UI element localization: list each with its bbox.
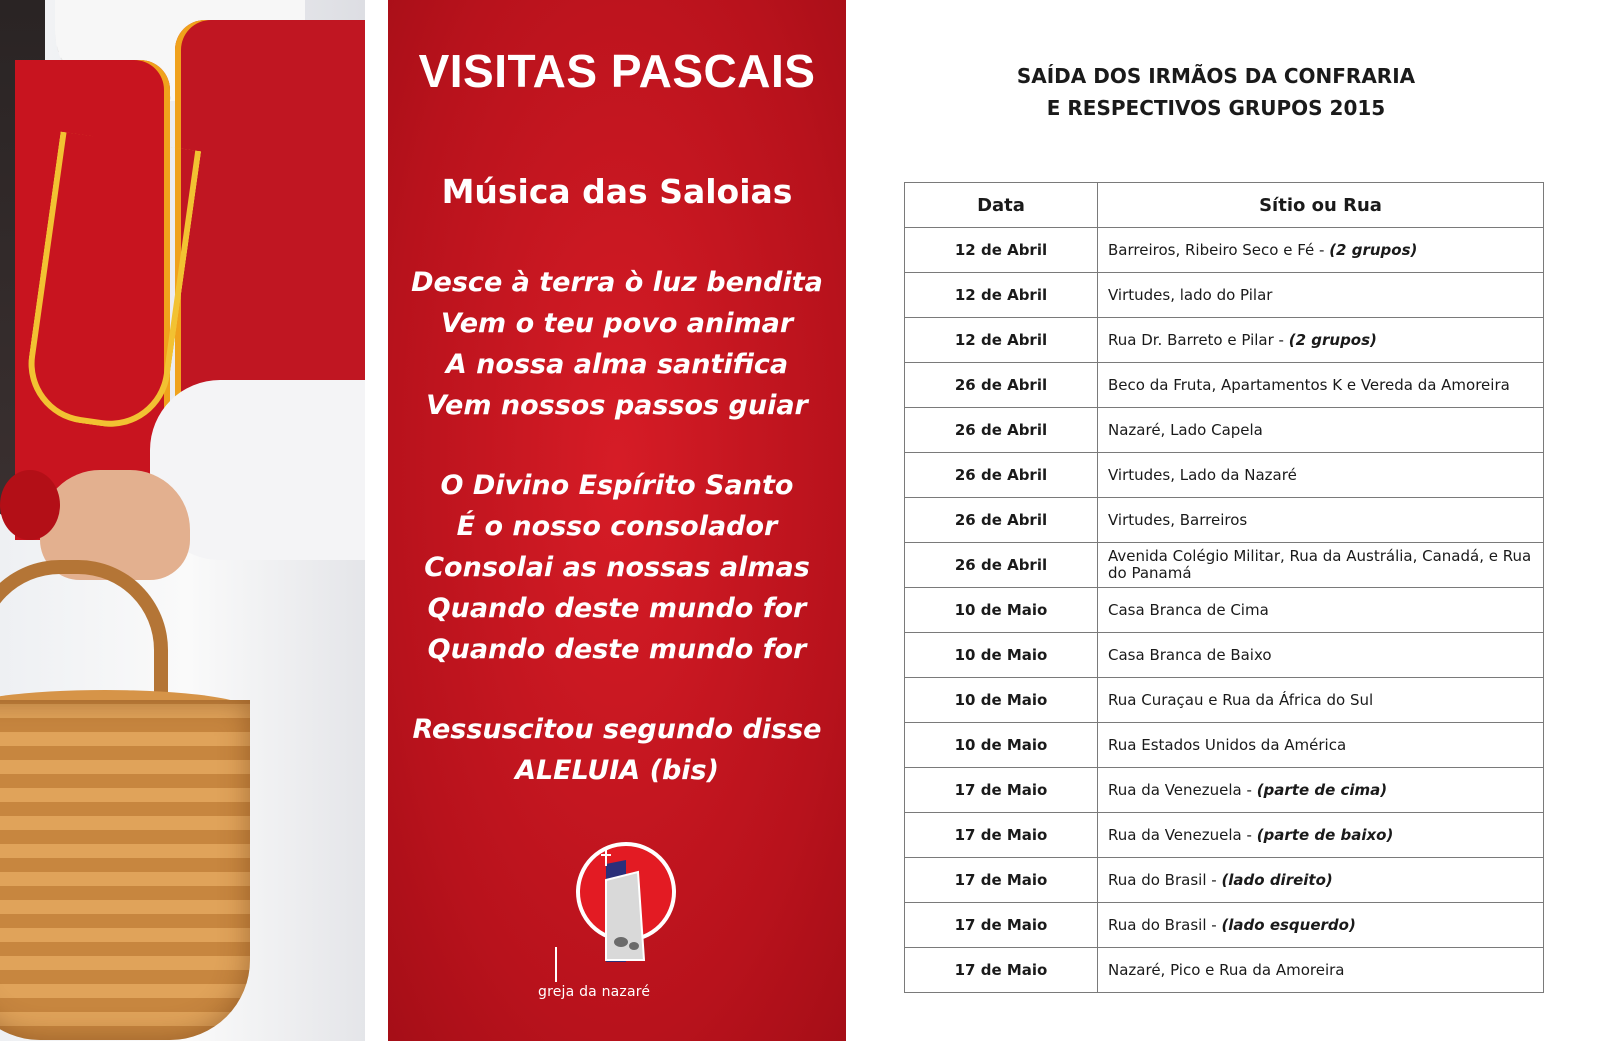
row-date: 17 de Maio	[905, 768, 1098, 813]
row-date: 10 de Maio	[905, 723, 1098, 768]
place-note: (parte de cima)	[1256, 780, 1388, 799]
table-row	[905, 588, 1544, 633]
row-date: 26 de Abril	[905, 453, 1098, 498]
row-date: 26 de Abril	[905, 498, 1098, 543]
place-text: Rua Estados Unidos da América	[1108, 735, 1347, 754]
place-text: Virtudes, lado do Pilar	[1108, 285, 1273, 304]
schedule-table	[904, 182, 1544, 993]
verse-line: A nossa alma santifica	[445, 349, 789, 380]
header-place: Sítio ou Rua	[1098, 183, 1544, 228]
verse-2	[388, 465, 846, 670]
schedule-heading-line-2: E RESPECTIVOS GRUPOS 2015	[1046, 96, 1386, 120]
row-date: 10 de Maio	[905, 678, 1098, 723]
row-date: 10 de Maio	[905, 633, 1098, 678]
place-note: (2 grupos)	[1288, 330, 1377, 349]
place-text: Rua Dr. Barreto e Pilar -	[1108, 330, 1289, 349]
verse-line: Quando deste mundo for	[427, 593, 807, 624]
row-date: 10 de Maio	[905, 588, 1098, 633]
table-row	[905, 408, 1544, 453]
place-note: (parte de baixo)	[1256, 825, 1394, 844]
row-date: 12 de Abril	[905, 228, 1098, 273]
table-row	[905, 543, 1544, 588]
table-row	[905, 858, 1544, 903]
row-date: 12 de Abril	[905, 273, 1098, 318]
row-date: 12 de Abril	[905, 318, 1098, 363]
row-place	[1098, 858, 1544, 903]
page-title: VISITAS PASCAIS	[418, 45, 816, 97]
verse-line: Desce à terra ò luz bendita	[411, 267, 823, 298]
table-row	[905, 678, 1544, 723]
table-row	[905, 813, 1544, 858]
table-row	[905, 948, 1544, 993]
place-text: Casa Branca de Baixo	[1108, 645, 1272, 664]
table-row	[905, 273, 1544, 318]
place-text: Rua Curaçau e Rua da África do Sul	[1108, 690, 1374, 709]
verse-line: É o nosso consolador	[456, 511, 778, 542]
place-text: Rua da Venezuela -	[1108, 825, 1257, 844]
row-place	[1098, 453, 1544, 498]
header-date: Data	[905, 183, 1098, 228]
verse-line: Ressuscitou segundo disse	[412, 714, 822, 745]
place-text: Virtudes, Barreiros	[1108, 510, 1248, 529]
place-note: (lado esquerdo)	[1221, 915, 1356, 934]
wicker-basket	[0, 700, 250, 1040]
hymn-panel	[388, 0, 846, 1041]
row-date: 17 de Maio	[905, 903, 1098, 948]
schedule-panel	[846, 0, 1600, 1041]
place-text: Rua do Brasil -	[1108, 870, 1222, 889]
row-place	[1098, 588, 1544, 633]
table-row	[905, 228, 1544, 273]
table-row	[905, 903, 1544, 948]
table-row	[905, 453, 1544, 498]
row-place	[1098, 948, 1544, 993]
logo-text: greja da nazaré	[538, 984, 651, 1000]
table-row	[905, 318, 1544, 363]
row-date: 26 de Abril	[905, 408, 1098, 453]
folk-costume-photo	[0, 0, 375, 1041]
row-date: 26 de Abril	[905, 543, 1098, 588]
row-place	[1098, 273, 1544, 318]
verse-1	[388, 262, 846, 426]
panel-divider	[365, 0, 375, 1041]
row-place	[1098, 903, 1544, 948]
verse-3	[388, 709, 846, 791]
place-text: Nazaré, Pico e Rua da Amoreira	[1108, 960, 1345, 979]
row-date: 17 de Maio	[905, 858, 1098, 903]
place-text: Rua do Brasil -	[1108, 915, 1222, 934]
place-text: Casa Branca de Cima	[1108, 600, 1269, 619]
verse-line: Vem nossos passos guiar	[426, 390, 808, 421]
place-text: Virtudes, Lado da Nazaré	[1108, 465, 1297, 484]
table-row	[905, 768, 1544, 813]
place-text: Beco da Fruta, Apartamentos K e Vereda da Amoreira	[1108, 375, 1510, 394]
row-place	[1098, 543, 1544, 588]
row-place	[1098, 633, 1544, 678]
red-flower	[0, 470, 60, 540]
song-title: Música das Saloias	[441, 172, 793, 211]
verse-line: Quando deste mundo for	[427, 634, 807, 665]
row-place	[1098, 498, 1544, 543]
place-note: (2 grupos)	[1329, 240, 1418, 259]
table-row	[905, 633, 1544, 678]
table-row	[905, 363, 1544, 408]
row-place	[1098, 318, 1544, 363]
row-place	[1098, 678, 1544, 723]
place-note: (lado direito)	[1221, 870, 1333, 889]
table-row	[905, 723, 1544, 768]
verse-line: Vem o teu povo animar	[440, 308, 794, 339]
verse-line: Consolai as nossas almas	[424, 552, 810, 583]
row-place	[1098, 723, 1544, 768]
row-place	[1098, 768, 1544, 813]
verse-line: O Divino Espírito Santo	[440, 470, 794, 501]
row-date: 17 de Maio	[905, 813, 1098, 858]
table-header-row	[905, 183, 1544, 228]
place-text: Nazaré, Lado Capela	[1108, 420, 1263, 439]
verse-line: ALELUIA (bis)	[515, 755, 719, 786]
place-text: Avenida Colégio Militar, Rua da Austrália, Canadá, e Rua do Panamá	[1108, 547, 1532, 582]
schedule-heading-line-1: SAÍDA DOS IRMÃOS DA CONFRARIA	[1016, 64, 1416, 88]
row-date: 26 de Abril	[905, 363, 1098, 408]
row-place	[1098, 228, 1544, 273]
row-place	[1098, 363, 1544, 408]
row-place	[1098, 813, 1544, 858]
row-date: 17 de Maio	[905, 948, 1098, 993]
table-row	[905, 498, 1544, 543]
place-text: Rua da Venezuela -	[1108, 780, 1257, 799]
place-text: Barreiros, Ribeiro Seco e Fé -	[1108, 240, 1330, 259]
row-place	[1098, 408, 1544, 453]
